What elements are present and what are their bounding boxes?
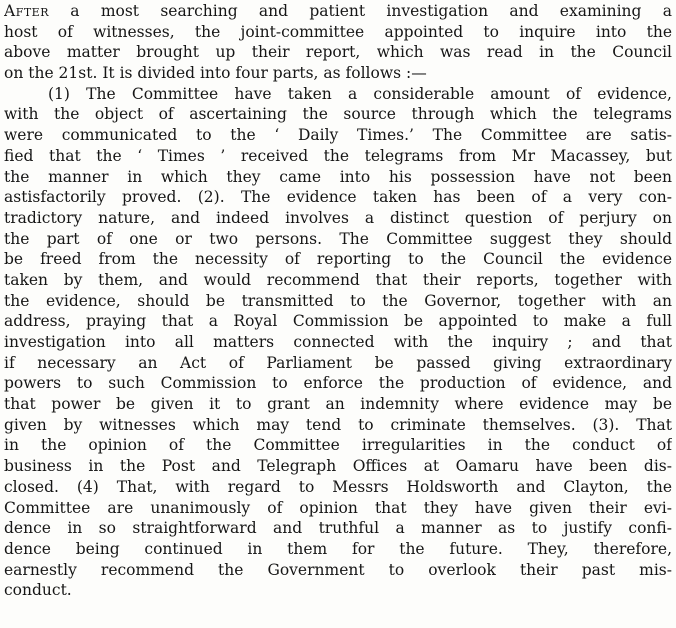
text-line xyxy=(4,187,672,208)
line-text: if necessary an Act of Parliament be passed giving extraordinary xyxy=(4,353,672,372)
line-text: taken by them, and would recommend that their reports, together with xyxy=(4,270,672,289)
text-line xyxy=(4,208,672,229)
line-text: on the 21st. It is divided into four parts, as follows :— xyxy=(4,64,427,83)
text-line xyxy=(4,22,672,43)
text-line xyxy=(4,104,672,125)
text-line xyxy=(4,63,672,84)
text-line xyxy=(4,42,672,63)
line-text: fied that the ‘ Times ’ received the telegrams from Mr Macassey, but xyxy=(4,146,672,165)
text-line xyxy=(4,477,672,498)
text-line xyxy=(4,498,672,519)
line-text: earnestly recommend the Government to overlook their past mis- xyxy=(4,560,672,579)
line-text: closed. (4) That, with regard to Messrs Holdsworth and Clayton, the xyxy=(4,477,672,496)
line-text: conduct. xyxy=(4,581,72,600)
line-text: with the object of ascertaining the source through which the telegrams xyxy=(4,105,672,124)
text-line xyxy=(4,146,672,167)
text-line xyxy=(4,1,672,22)
article-body xyxy=(4,1,672,601)
line-text: the evidence, should be transmitted to the Governor, together with an xyxy=(4,291,672,310)
line-text: host of witnesses, the joint-committee appointed to inquire into the xyxy=(4,22,672,41)
line-text: the manner in which they came into his possession have not been xyxy=(4,167,672,186)
text-line xyxy=(4,125,672,146)
text-line xyxy=(4,560,672,581)
line-text: powers to such Commission to enforce the production of evidence, and xyxy=(4,374,672,393)
text-line xyxy=(4,311,672,332)
text-line xyxy=(4,353,672,374)
line-text: address, praying that a Royal Commission be appointed to make a full xyxy=(4,312,672,331)
line-text: in the opinion of the Committee irregularities in the conduct of xyxy=(4,436,672,455)
text-line xyxy=(4,373,672,394)
text-line xyxy=(4,580,672,601)
text-line xyxy=(4,415,672,436)
text-line xyxy=(4,291,672,312)
line-text: tradictory nature, and indeed involves a distinct question of perjury on xyxy=(4,208,672,227)
text-line xyxy=(4,84,672,105)
line-text: be freed from the necessity of reporting to the Council the evidence xyxy=(4,250,672,269)
lead-word: After xyxy=(4,2,49,20)
text-line xyxy=(4,435,672,456)
text-line xyxy=(4,249,672,270)
line-text: were communicated to the ‘ Daily Times.’ The Committee are satis- xyxy=(4,126,672,145)
text-line xyxy=(4,518,672,539)
line-text: dence being continued in them for the future. They, therefore, xyxy=(4,539,672,558)
line-text: astisfactorily proved. (2). The evidence taken has been of a very con- xyxy=(4,188,672,207)
line-text: Committee are unanimously of opinion that they have given their evi- xyxy=(4,498,672,517)
line-text: above matter brought up their report, which was read in the Council xyxy=(4,43,672,62)
line-text: dence in so straightforward and truthful a manner as to justify confi- xyxy=(4,519,672,538)
line-text: (1) The Committee have taken a considerable amount of evidence, xyxy=(48,84,672,103)
text-line xyxy=(4,332,672,353)
text-line xyxy=(4,229,672,250)
text-line xyxy=(4,270,672,291)
text-line xyxy=(4,167,672,188)
line-text: that power be given it to grant an indemnity where evidence may be xyxy=(4,395,672,414)
line-text: investigation into all matters connected with the inquiry ; and that xyxy=(4,333,672,351)
line-text: the part of one or two persons. The Committee suggest they should xyxy=(4,229,672,248)
line-text: business in the Post and Telegraph Offices at Oamaru have been dis- xyxy=(4,457,672,476)
line-text: given by witnesses which may tend to criminate themselves. (3). That xyxy=(4,415,672,434)
text-line xyxy=(4,394,672,415)
line-text: a most searching and patient investigation and examining a xyxy=(70,2,672,20)
text-line xyxy=(4,539,672,560)
text-line xyxy=(4,456,672,477)
